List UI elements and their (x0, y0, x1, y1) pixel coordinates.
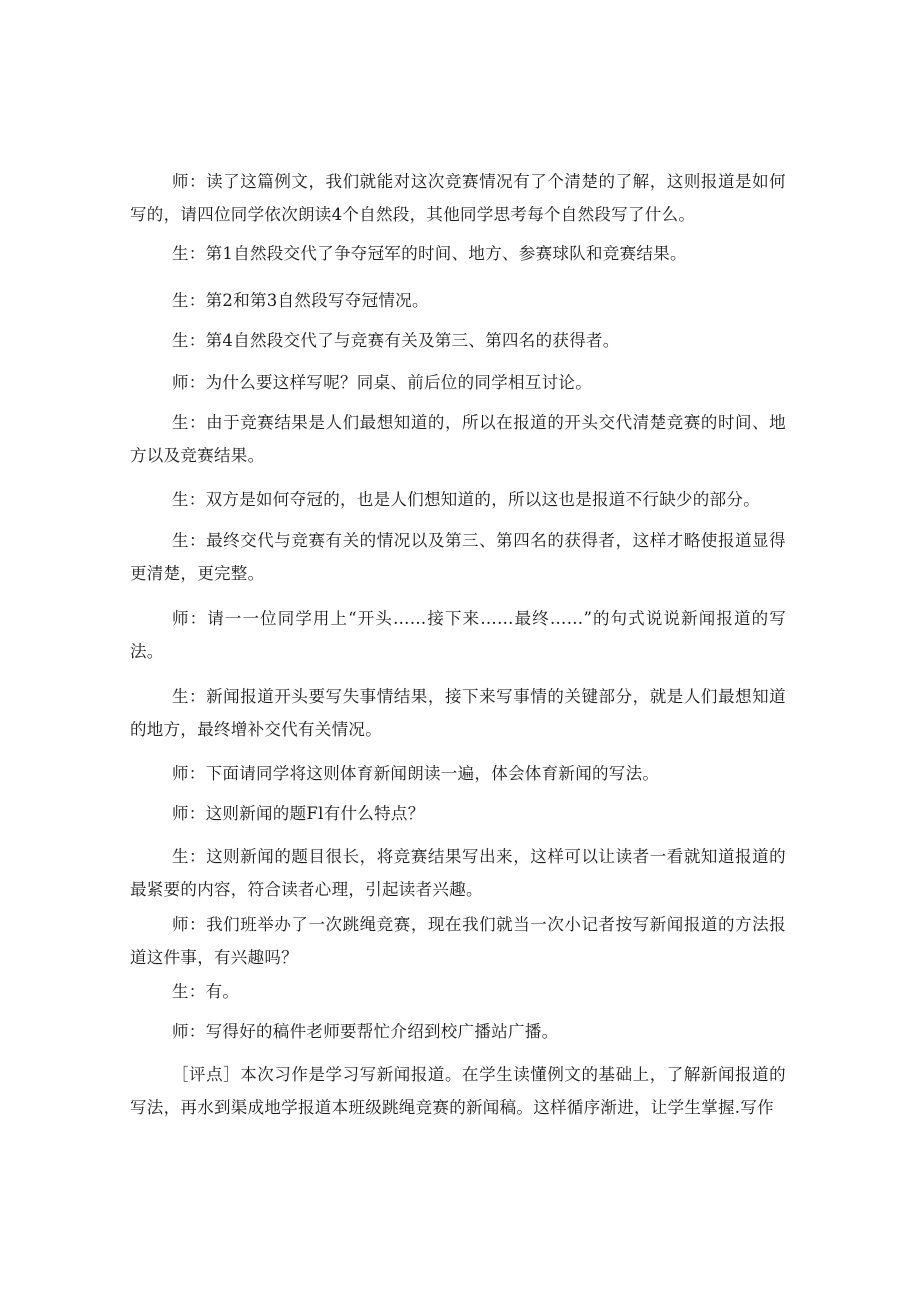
paragraph: 生：最终交代与竞赛有关的情况以及第三、第四名的获得者，这样才略使报道显得更清楚，更完整。 (130, 531, 786, 583)
paragraph: 生：第2和第3自然段写夺冠情况。 (172, 291, 429, 310)
paragraph: 生：双方是如何夺冠的，也是人们想知道的，所以这也是报道不行缺少的部分。 (172, 490, 760, 509)
paragraph: 师：为什么要这样写呢？同桌、前后位的同学相互讨论。 (172, 373, 592, 392)
paragraph: 生：第1自然段交代了争夺冠军的时间、地方、参赛球队和竞赛结果。 (172, 244, 687, 263)
paragraph: 生：有。 (172, 982, 240, 1001)
paragraph: 师：我们班举办了一次跳绳竞赛，现在我们就当一次小记者按写新闻报道的方法报道这件事，有兴趣吗？ (130, 915, 786, 967)
paragraph: 师：读了这篇例文，我们就能对这次竞赛情况有了个清楚的了解，这则报道是如何写的，请四位同学依次朗读4个自然段，其他同学思考每个自然段写了什么。 (130, 172, 786, 224)
paragraph: 师：这则新闻的题Fl有什么特点？ (172, 804, 425, 823)
paragraph: ［评点］本次习作是学习写新闻报道。在学生读懂例文的基础上，了解新闻报道的写法，再水到渠成地学报道本班级跳绳竞赛的新闻稿。这样循序渐进，让学生掌握.写作 (130, 1065, 786, 1117)
paragraph: 生：新闻报道开头要写失事情结果，接下来写事情的关键部分，就是人们最想知道的地方，最终增补交代有关情况。 (130, 687, 786, 739)
paragraph: 生：这则新闻的题目很长，将竞赛结果写出来，这样可以让读者一看就知道报道的最紧要的内容，符合读者心理，引起读者兴趣。 (130, 847, 786, 899)
paragraph: 师：写得好的稿件老师要帮忙介绍到校广播站广播。 (172, 1022, 559, 1041)
paragraph: 生：由于竞赛结果是人们最想知道的，所以在报道的开头交代清楚竞赛的时间、地方以及竞赛结果。 (130, 413, 786, 465)
paragraph: 师：请一一位同学用上“开头……接下来……最终……”的句式说说新闻报道的写法。 (130, 609, 786, 661)
paragraph: 师：下面请同学将这则体育新闻朗读一遍，体会体育新闻的写法。 (172, 764, 660, 783)
paragraph: 生：第4自然段交代了与竞赛有关及第三、第四名的获得者。 (172, 331, 620, 350)
